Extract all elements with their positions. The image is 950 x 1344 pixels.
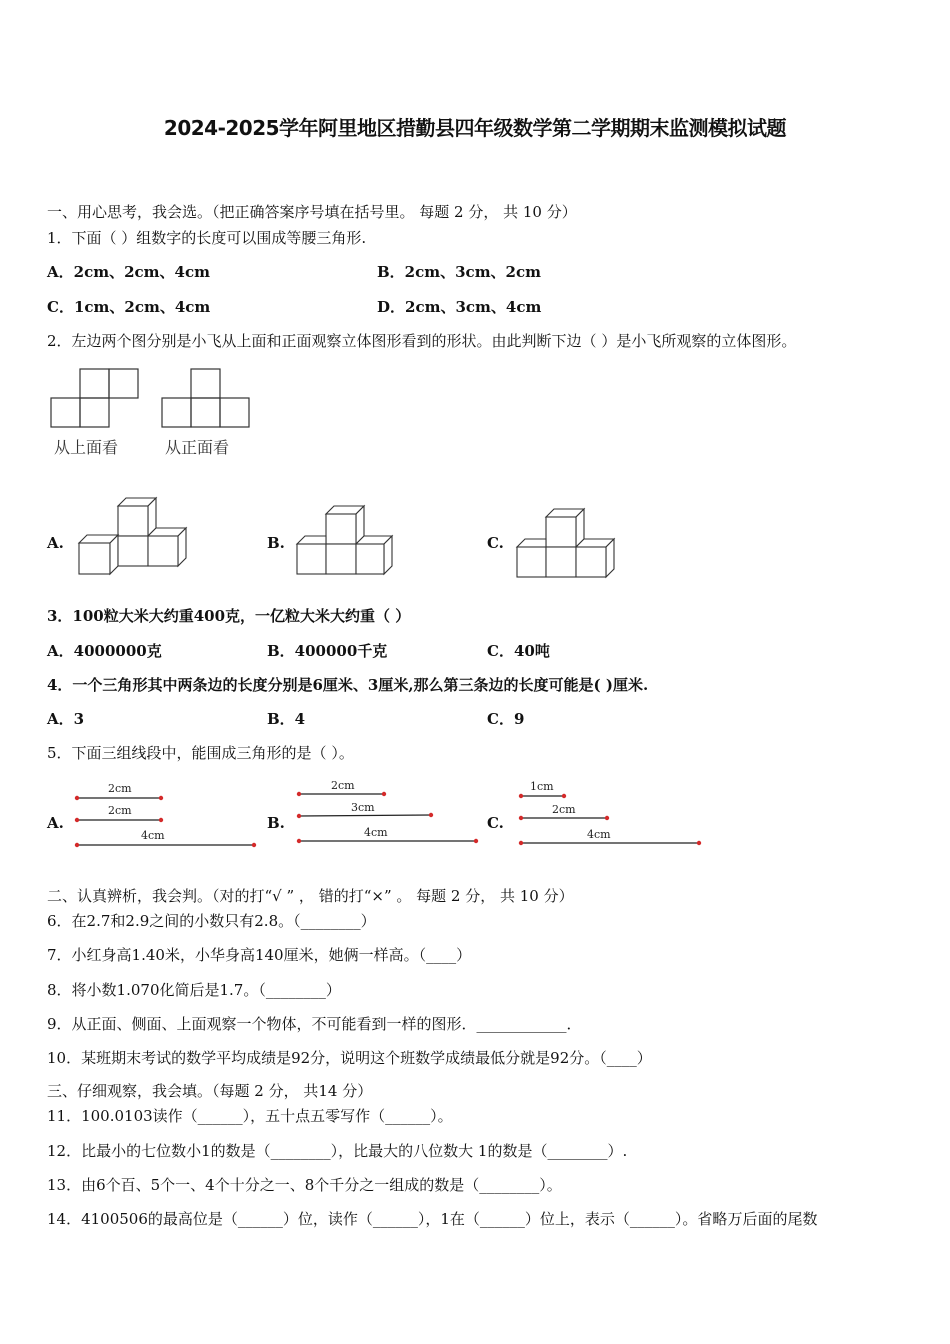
q5-option-b[interactable]: B. [267,814,285,832]
top-view-figure [50,368,140,430]
page-title: 2024-2025学年阿里地区措勤县四年级数学第二学期期末监测模拟试题 [163,116,787,140]
segment-c3-label: 4cm [587,828,611,841]
segments-b[interactable] [296,777,486,849]
q3-option-b[interactable]: B．400000千克 [267,642,388,660]
cube-figure-c[interactable] [516,507,618,581]
q2-option-b[interactable]: B. [267,534,285,552]
segment-b1-label: 2cm [331,779,355,792]
q2-option-a[interactable]: A. [47,534,64,552]
q4-text: 4．一个三角形其中两条边的长度分别是6厘米、3厘米,那么第三条边的长度可能是( )厘米. [47,676,649,694]
q5-option-c[interactable]: C. [487,814,504,832]
section1-heading: 一、用心思考，我会选。（把正确答案序号填在括号里。 每题 2 分， 共 10 分） [47,203,577,221]
segments-a[interactable] [74,780,264,852]
segments-c[interactable] [518,778,708,850]
q5-option-a[interactable]: A. [47,814,64,832]
q1-option-a[interactable]: A．2cm、2cm、4cm [47,263,210,281]
q2-option-c[interactable]: C. [487,534,504,552]
segment-c1-label: 1cm [530,780,554,793]
section2-heading: 二、认真辨析，我会判。（对的打“√ ” ， 错的打“×” 。 每题 2 分， 共 10 分） [47,887,574,905]
q1-option-b[interactable]: B．2cm、3cm、2cm [377,263,542,281]
q1-option-c[interactable]: C．1cm、2cm、4cm [47,298,211,316]
q10-text: 10．某班期末考试的数学平均成绩是92分，说明这个班数学成绩最低分就是92分。（____） [47,1049,652,1067]
q12-text: 12．比最小的七位数小1的数是（________），比最大的八位数大 1的数是（________）. [47,1142,628,1160]
q3-text: 3．100粒大米大约重400克，一亿粒大米大约重（ ） [47,607,411,625]
q3-option-c[interactable]: C．40吨 [487,642,550,660]
caption-top-view: 从上面看 [54,438,119,457]
q6-text: 6．在2.7和2.9之间的小数只有2.8。（________） [47,912,376,930]
q4-option-c[interactable]: C．9 [487,710,525,728]
q4-option-b[interactable]: B．4 [267,710,306,728]
q14-text: 14．4100506的最高位是（______）位，读作（______），1在（______）位上，表示（______）。省略万后面的尾数 [47,1210,818,1228]
q1-option-d[interactable]: D．2cm、3cm、4cm [377,298,542,316]
q9-text: 9．从正面、侧面、上面观察一个物体，不可能看到一样的图形．____________． [47,1015,582,1033]
section3-heading: 三、仔细观察，我会填。（每题 2 分， 共14 分） [47,1082,373,1100]
q13-text: 13．由6个百、5个一、4个十分之一、8个千分之一组成的数是（________）。 [47,1176,562,1194]
segment-a2-label: 2cm [108,804,132,817]
segment-a1-label: 2cm [108,782,132,795]
q8-text: 8．将小数1.070化简后是1.7。（________） [47,981,341,999]
segment-c2-label: 2cm [552,803,576,816]
segment-a3-label: 4cm [141,829,165,842]
segment-b3-label: 4cm [364,826,388,839]
front-view-figure [161,368,251,430]
caption-front-view: 从正面看 [165,438,230,457]
q4-option-a[interactable]: A．3 [47,710,85,728]
cube-figure-a[interactable] [78,497,190,579]
cube-figure-b[interactable] [296,504,396,580]
q5-text: 5．下面三组线段中，能围成三角形的是（ ）。 [47,744,354,762]
q11-text: 11．100.0103读作（______），五十点五零写作（______）。 [47,1107,453,1125]
segment-b2-label: 3cm [351,801,375,814]
q1-text: 1．下面（ ）组数字的长度可以围成等腰三角形. [47,229,367,247]
q7-text: 7．小红身高1.40米，小华身高140厘米，她俩一样高。（____） [47,946,472,964]
q2-text: 2．左边两个图分别是小飞从上面和正面观察立体图形看到的形状。由此判断下边（ ）是小飞所观察的立体图形。 [47,332,797,350]
q3-option-a[interactable]: A．4000000克 [47,642,162,660]
